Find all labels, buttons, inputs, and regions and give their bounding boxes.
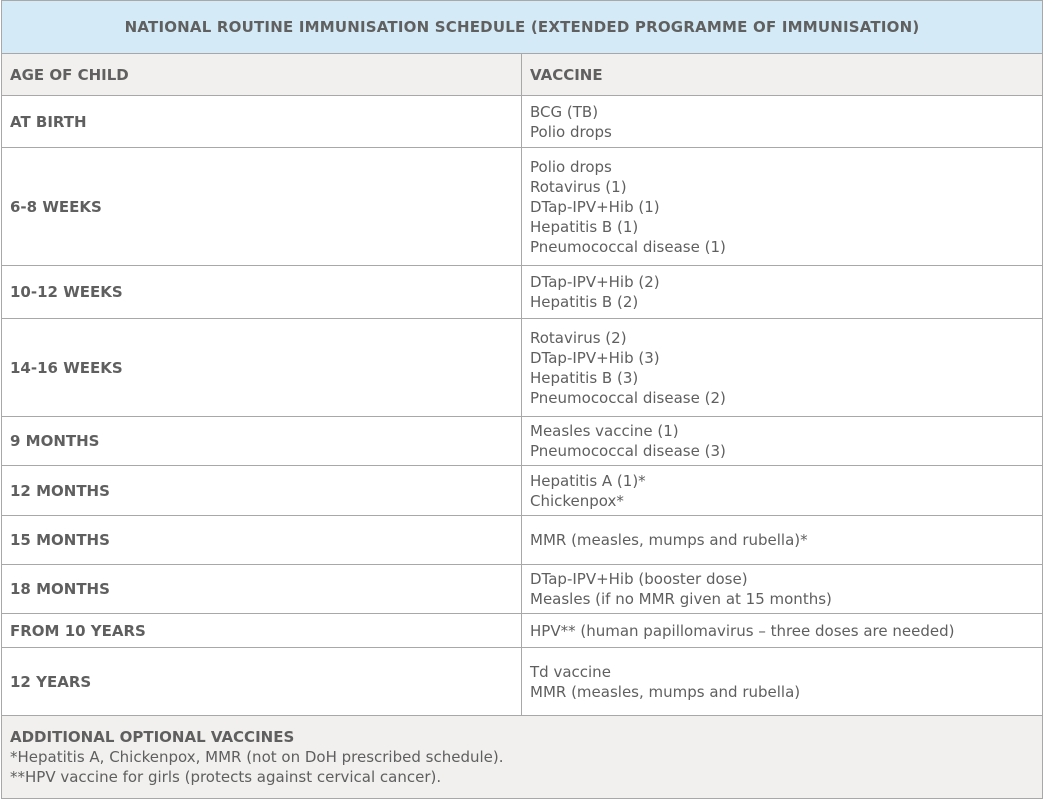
vaccine-cell [522, 466, 1043, 516]
age-cell: 10-12 WEEKS [2, 266, 522, 319]
footer-title: ADDITIONAL OPTIONAL VACCINES [10, 728, 295, 746]
vaccine-item: HPV** (human papillomavirus – three doses are needed) [530, 621, 955, 640]
vaccine-item: Hepatitis B (2) [530, 293, 639, 311]
age-cell: 18 MONTHS [2, 565, 522, 614]
vaccine-cell [522, 648, 1043, 716]
table-row [2, 466, 1043, 516]
vaccine-item: Td vaccine [530, 662, 611, 681]
vaccine-cell [522, 148, 1043, 266]
vaccine-cell [522, 417, 1043, 466]
vaccine-item: Rotavirus (2) [530, 328, 627, 347]
age-cell: FROM 10 YEARS [2, 614, 522, 648]
vaccine-item: Hepatitis B (3) [530, 368, 639, 387]
vaccine-cell [522, 565, 1043, 614]
age-cell: 9 MONTHS [2, 417, 522, 466]
header-vaccine: VACCINE [522, 54, 1043, 96]
vaccine-item: BCG (TB) [530, 102, 599, 121]
schedule-table [1, 0, 1043, 799]
age-cell: 6-8 WEEKS [2, 148, 522, 266]
vaccine-item: Pneumococcal disease (3) [530, 442, 726, 460]
vaccine-item: Rotavirus (1) [530, 177, 627, 196]
footer-cell [2, 716, 1043, 799]
age-cell: 14-16 WEEKS [2, 319, 522, 417]
vaccine-cell [522, 96, 1043, 148]
footer-note: *Hepatitis A, Chickenpox, MMR (not on DoH prescribed schedule). [10, 748, 504, 766]
footer-note: **HPV vaccine for girls (protects against cervical cancer). [10, 768, 442, 786]
age-cell: 12 MONTHS [2, 466, 522, 516]
vaccine-cell [522, 614, 1043, 648]
table-row [2, 417, 1043, 466]
age-cell: 12 YEARS [2, 648, 522, 716]
header-row [2, 54, 1043, 96]
vaccine-item: DTap-IPV+Hib (3) [530, 348, 660, 367]
vaccine-item: Polio drops [530, 122, 612, 141]
vaccine-item: Chickenpox* [530, 491, 624, 510]
vaccine-item: DTap-IPV+Hib (booster dose) [530, 570, 748, 588]
vaccine-cell [522, 516, 1043, 565]
vaccine-item: Polio drops [530, 157, 612, 176]
table-row [2, 614, 1043, 648]
vaccine-cell [522, 266, 1043, 319]
table-row [2, 319, 1043, 417]
footer-row [2, 716, 1043, 799]
table-row [2, 565, 1043, 614]
header-age: AGE OF CHILD [2, 54, 522, 96]
vaccine-item: Hepatitis B (1) [530, 217, 639, 236]
vaccine-item: Measles vaccine (1) [530, 422, 679, 440]
title-row [2, 1, 1043, 54]
table-row [2, 96, 1043, 148]
vaccine-item: DTap-IPV+Hib (2) [530, 273, 660, 291]
vaccine-item: Measles (if no MMR given at 15 months) [530, 590, 832, 608]
table-row [2, 148, 1043, 266]
table-title: NATIONAL ROUTINE IMMUNISATION SCHEDULE (EXTENDED PROGRAMME OF IMMUNISATION) [2, 1, 1043, 54]
vaccine-item: DTap-IPV+Hib (1) [530, 197, 660, 216]
vaccine-item: Hepatitis A (1)* [530, 471, 646, 490]
vaccine-cell [522, 319, 1043, 417]
vaccine-item: Pneumococcal disease (1) [530, 237, 726, 256]
vaccine-item: MMR (measles, mumps and rubella)* [530, 531, 808, 549]
vaccine-item: Pneumococcal disease (2) [530, 388, 726, 407]
table-row [2, 648, 1043, 716]
table-row [2, 266, 1043, 319]
vaccine-item: MMR (measles, mumps and rubella) [530, 682, 801, 701]
table-row [2, 516, 1043, 565]
age-cell: 15 MONTHS [2, 516, 522, 565]
age-cell: AT BIRTH [2, 96, 522, 148]
schedule-rows [2, 96, 1043, 716]
